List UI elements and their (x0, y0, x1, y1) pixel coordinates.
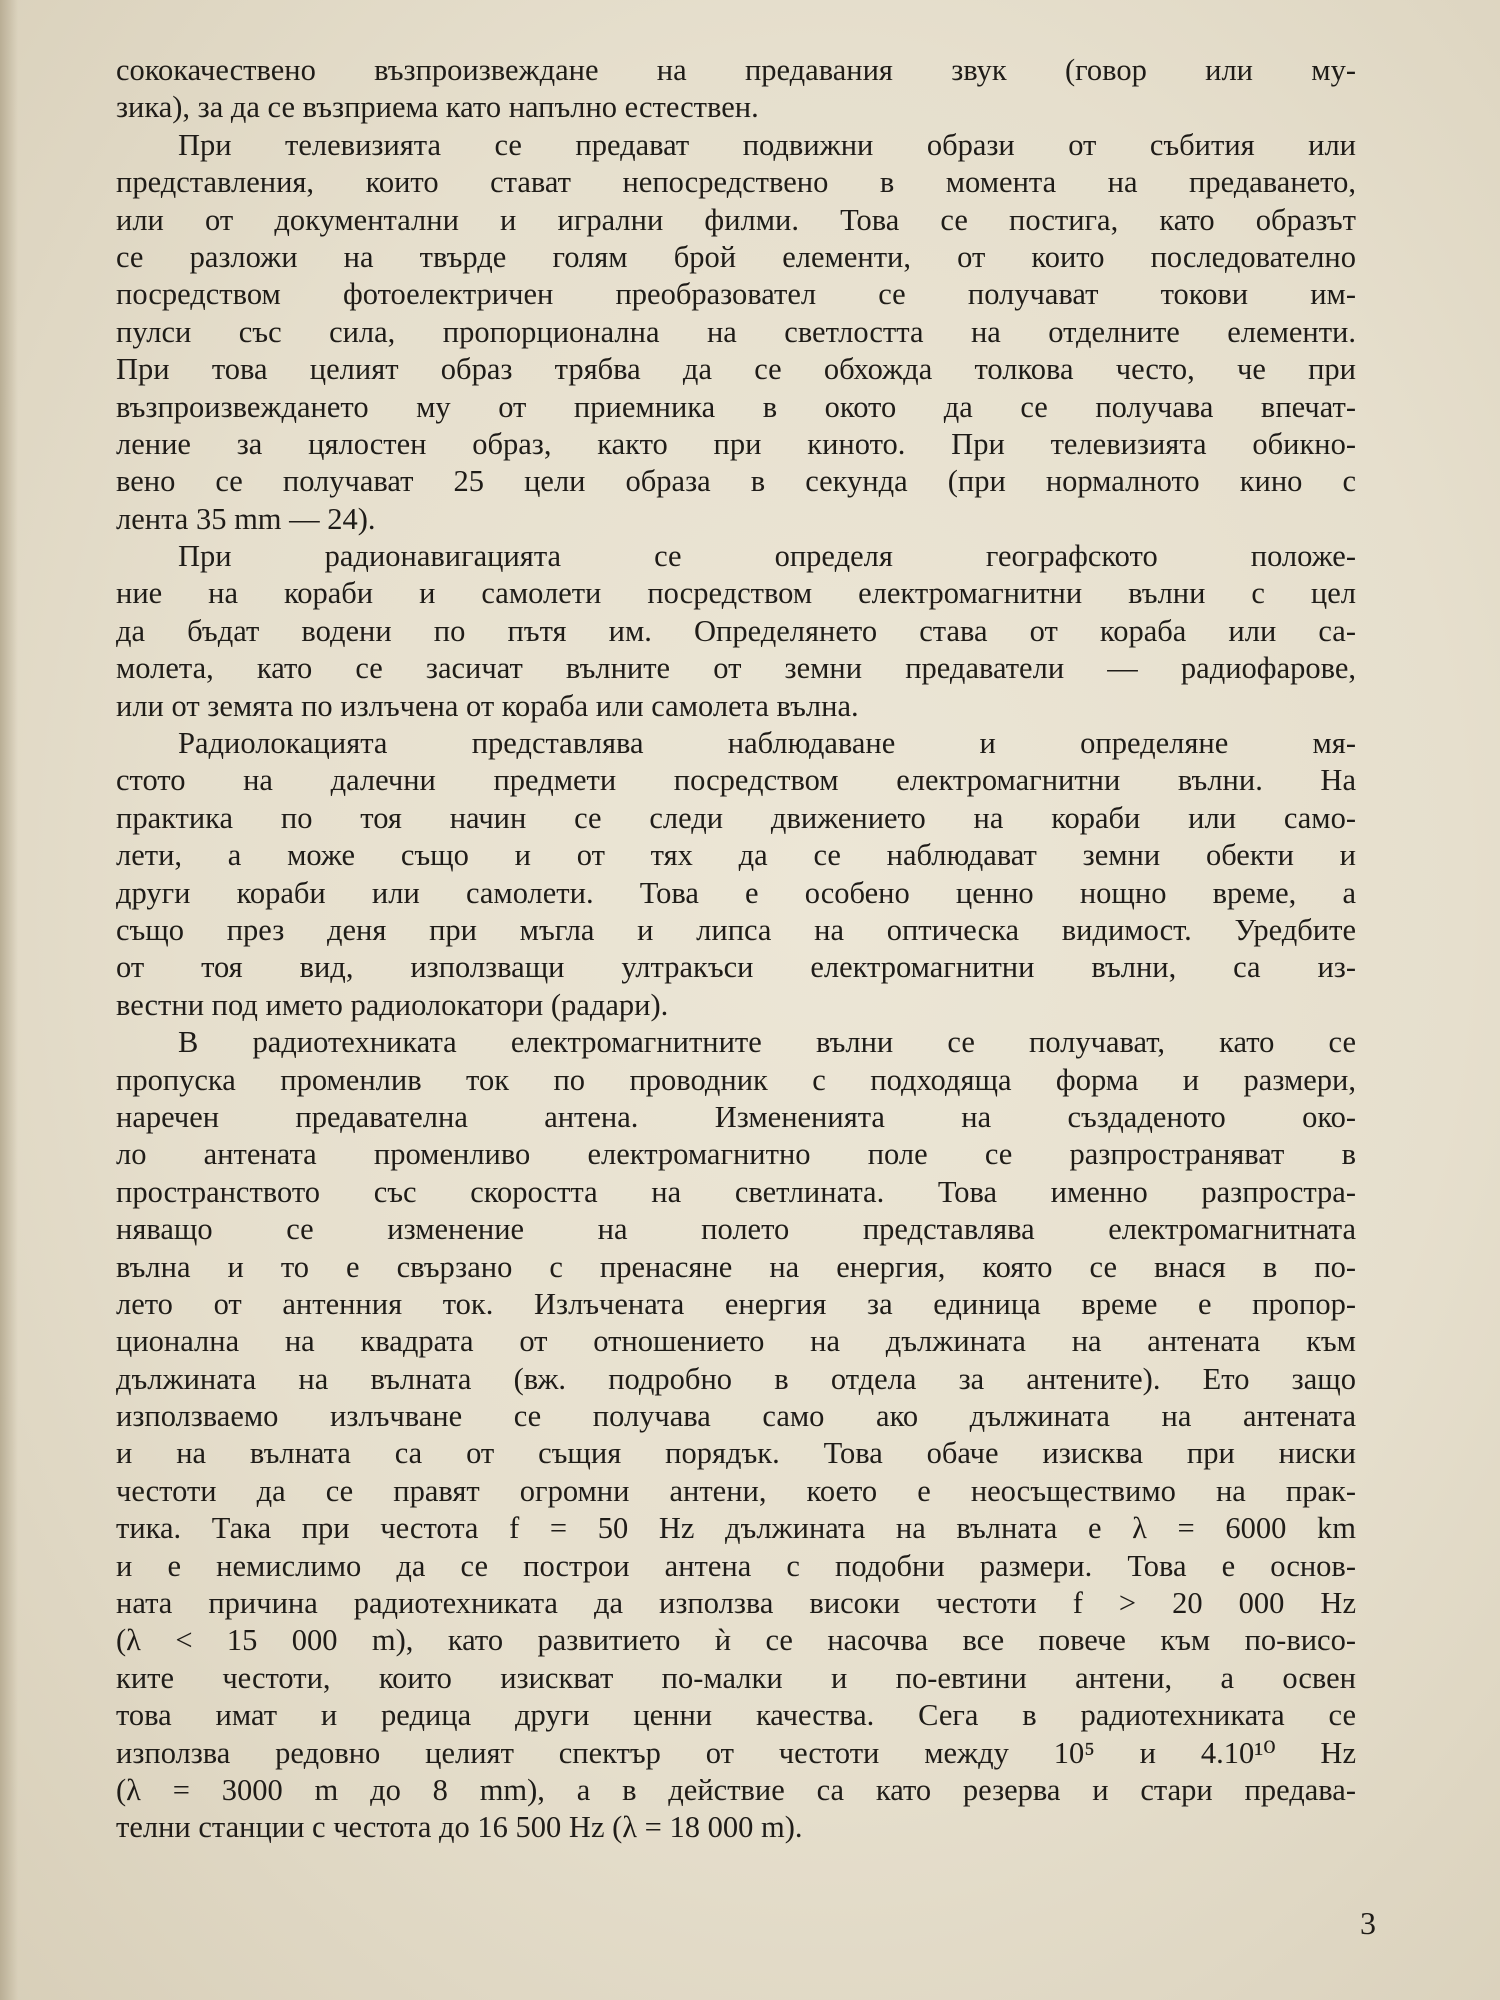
text-line: също през деня при мъгла и липса на оптическа видимост. Уредбите (116, 912, 1356, 947)
body-text (116, 52, 1356, 1847)
text-line: (λ < 15 000 m), като развитието ѝ се насочва все повече към по-висо- (116, 1623, 1356, 1658)
text-line: наречен предавателна антена. Измененията на създаденото око- (116, 1099, 1356, 1134)
text-line: или от документални и игрални филми. Това се постига, като образът (116, 202, 1356, 237)
text-line: вестни под името радиолокатори (радари). (116, 987, 669, 1022)
text-line: други кораби или самолети. Това е особено ценно нощно време, а (116, 875, 1356, 910)
text-line: това имат и редица други ценни качества. Сега в радиотехниката се (116, 1698, 1356, 1733)
text-line: телни станции с честота до 16 500 Hz (λ = 18 000 m). (116, 1810, 803, 1845)
text-line: дължината на вълната (вж. подробно в отдела за антените). Ето защо (116, 1361, 1356, 1396)
text-line: тика. Така при честота f = 50 Hz дължината на вълната е λ = 6000 km (116, 1511, 1356, 1546)
text-line: Радиолокацията представлява наблюдаване и определяне мя- (178, 726, 1356, 761)
text-line: ние на кораби и самолети посредством електромагнитни вълни с цел (116, 576, 1356, 611)
text-line: В радиотехниката електромагнитните вълни се получават, като се (178, 1025, 1356, 1060)
text-line: При телевизията се предават подвижни образи от събития или (178, 127, 1356, 162)
text-line: лента 35 mm — 24). (116, 501, 376, 536)
text-line: възпроизвеждането му от приемника в окото да се получава впечат- (116, 389, 1356, 424)
text-line: да бъдат водени по пътя им. Определянето става от кораба или са- (116, 613, 1356, 648)
text-line: пулси със сила, пропорционална на светлостта на отделните елементи. (116, 314, 1356, 349)
text-line: лети, а може също и от тях да се наблюдават земни обекти и (116, 838, 1356, 873)
text-line: и е немислимо да се построи антена с подобни размери. Това е основ- (116, 1548, 1356, 1583)
text-line: няващо се изменение на полето представлява електромагнитната (116, 1212, 1356, 1247)
text-line: вено се получават 25 цели образа в секунда (при нормалното кино с (116, 464, 1356, 499)
text-line: използваемо излъчване се получава само ако дължината на антената (116, 1399, 1356, 1434)
text-line: лето от антенния ток. Излъчената енергия за единица време е пропор- (116, 1286, 1356, 1321)
text-line: зика), за да се възприема като напълно естествен. (116, 90, 759, 125)
text-line: ление за цялостен образ, както при киното. При телевизията обикно- (116, 426, 1356, 461)
text-line: посредством фотоелектричен преобразовател се получават токови им- (116, 277, 1356, 312)
text-line: пространството със скоростта на светлината. Това именно разпростра- (116, 1174, 1356, 1209)
text-line: от тоя вид, използващи ултракъси електромагнитни вълни, са из- (116, 950, 1356, 985)
text-line: вълна и то е свързано с пренасяне на енергия, която се внася в по- (116, 1249, 1356, 1284)
text-line: или от земята по излъчена от кораба или самолета вълна. (116, 688, 859, 723)
text-line: При това целият образ трябва да се обхожда толкова често, че при (116, 352, 1356, 387)
text-line: ло антената променливо електромагнитно поле се разпространяват в (116, 1137, 1356, 1172)
text-line: При радионавигацията се определя географското положе- (178, 539, 1356, 574)
text-line: пропуска променлив ток по проводник с подходяща форма и размери, (116, 1062, 1356, 1097)
text-line: (λ = 3000 m до 8 mm), а в действие са като резерва и стари предава- (116, 1772, 1356, 1807)
text-line: ната причина радиотехниката да използва високи честоти f > 20 000 Hz (116, 1586, 1356, 1621)
text-line: молета, като се засичат вълните от земни предаватели — радиофарове, (116, 651, 1356, 686)
text-line: честоти да се правят огромни антени, което е неосъществимо на прак- (116, 1473, 1356, 1508)
text-line: представления, които стават непосредствено в момента на предаването, (116, 165, 1356, 200)
page-number: 3 (1360, 1905, 1376, 1941)
text-line: се разложи на твърде голям брой елементи, от които последователно (116, 239, 1356, 274)
page-gutter-shadow (0, 0, 18, 2000)
text-line: сококачествено възпроизвеждане на предавания звук (говор или му- (116, 53, 1356, 87)
text-line: ционална на квадрата от отношението на дължината на антената към (116, 1324, 1356, 1359)
text-line: практика по тоя начин се следи движението на кораби или само- (116, 800, 1356, 835)
text-line: стото на далечни предмети посредством електромагнитни вълни. На (116, 763, 1356, 798)
text-line: и на вълната са от същия порядък. Това обаче изисква при ниски (116, 1436, 1356, 1471)
text-line: използва редовно целият спектър от честоти между 10⁵ и 4.10¹⁰ Hz (116, 1735, 1356, 1770)
text-line: ките честоти, които изискват по-малки и по-евтини антени, а освен (116, 1660, 1356, 1695)
